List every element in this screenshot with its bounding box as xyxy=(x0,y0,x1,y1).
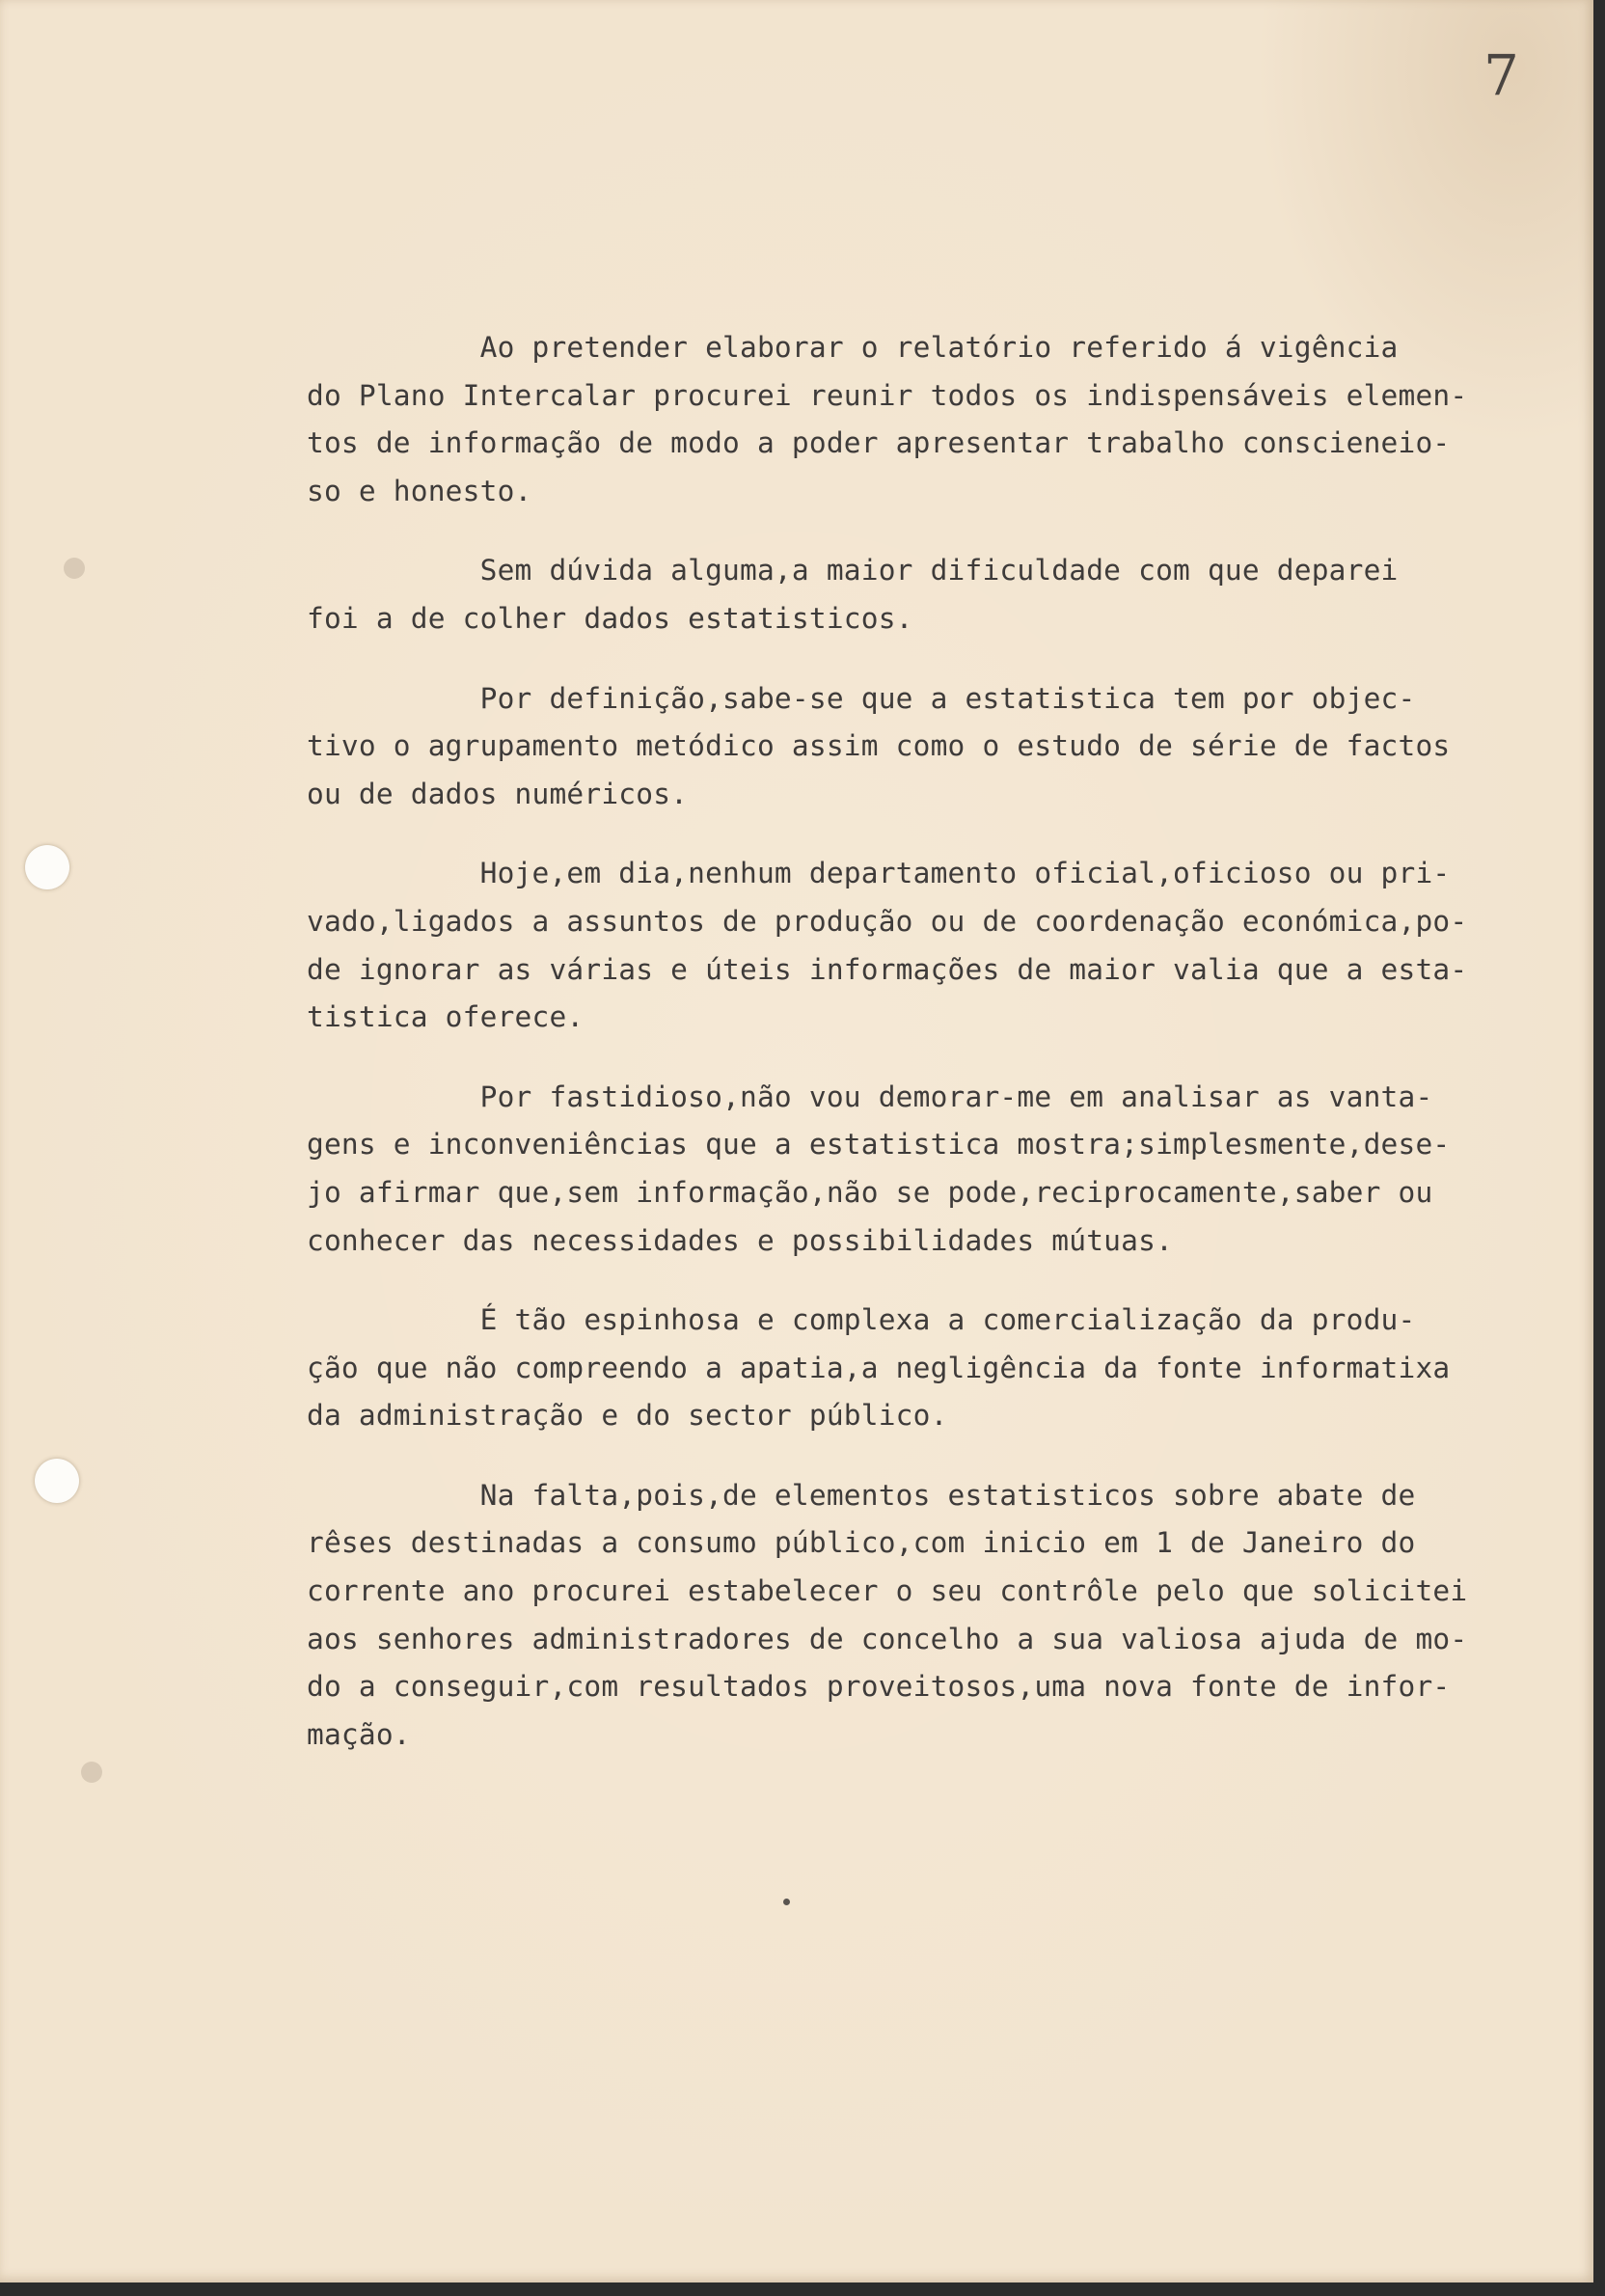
text-line: Sem dúvida alguma,a maior dificuldade com que deparei xyxy=(307,554,1399,588)
text-line: mação. xyxy=(307,1717,411,1751)
paper-smudge xyxy=(81,1762,102,1783)
text-line: rêses destinadas a consumo público,com inicio em 1 de Janeiro do xyxy=(307,1526,1416,1560)
text-line: Por fastidioso,não vou demorar-me em analisar as vanta- xyxy=(307,1080,1433,1113)
scan-border-bottom xyxy=(0,2282,1605,2296)
text-line: ou de dados numéricos. xyxy=(307,777,689,810)
text-line: vado,ligados a assuntos de produção ou de coordenação económica,po- xyxy=(307,904,1468,938)
text-line: ção que não compreendo a apatia,a negligência da fonte informatixa xyxy=(307,1351,1451,1384)
typed-body-text xyxy=(307,324,1599,1790)
text-line: da administração e do sector público. xyxy=(307,1399,948,1433)
text-line: foi a de colher dados estatisticos. xyxy=(307,601,913,635)
text-line: Hoje,em dia,nenhum departamento oficial,oficioso ou pri- xyxy=(307,857,1451,890)
text-line: gens e inconveniências que a estatistica mostra;simplesmente,dese- xyxy=(307,1128,1451,1162)
text-line: Por definição,sabe-se que a estatistica tem por objec- xyxy=(307,681,1416,715)
text-line: tistica oferece. xyxy=(307,1000,585,1034)
text-line: de ignorar as várias e úteis informações de maior valia que a esta- xyxy=(307,952,1468,986)
text-line: tos de informação de modo a poder apresentar trabalho conscieneio- xyxy=(307,426,1451,460)
page-number: 7 xyxy=(1483,42,1519,108)
text-line: do Plano Intercalar procurei reunir todos os indispensáveis elemen- xyxy=(307,378,1468,412)
paragraph-2 xyxy=(307,547,1599,642)
text-line: aos senhores administradores de concelho a sua valiosa ajuda de mo- xyxy=(307,1622,1468,1655)
text-line: conhecer das necessidades e possibilidades mútuas. xyxy=(307,1223,1174,1257)
text-line: Ao pretender elaborar o relatório referido á vigência xyxy=(307,331,1399,364)
text-line: É tão espinhosa e complexa a comercialização da produ- xyxy=(307,1303,1416,1337)
punch-hole xyxy=(25,845,69,889)
paragraph-3 xyxy=(307,675,1599,819)
paragraph-6 xyxy=(307,1297,1599,1440)
paragraph-5 xyxy=(307,1074,1599,1265)
text-line: tivo o agrupamento metódico assim como o estudo de série de factos xyxy=(307,729,1451,763)
paragraph-4 xyxy=(307,850,1599,1041)
text-line: so e honesto. xyxy=(307,474,532,507)
text-line: Na falta,pois,de elementos estatisticos sobre abate de xyxy=(307,1478,1416,1512)
text-line: do a conseguir,com resultados proveitosos,uma nova fonte de infor- xyxy=(307,1670,1451,1704)
text-line: jo afirmar que,sem informação,não se pode,reciprocamente,saber ou xyxy=(307,1175,1433,1209)
text-line: corrente ano procurei estabelecer o seu contrôle pelo que solicitei xyxy=(307,1574,1468,1608)
scan-border-right xyxy=(1593,0,1605,2296)
paragraph-7 xyxy=(307,1472,1599,1760)
ink-dot xyxy=(783,1899,790,1905)
punch-hole xyxy=(35,1459,79,1503)
paragraph-1 xyxy=(307,324,1599,515)
paper-smudge xyxy=(64,558,85,579)
